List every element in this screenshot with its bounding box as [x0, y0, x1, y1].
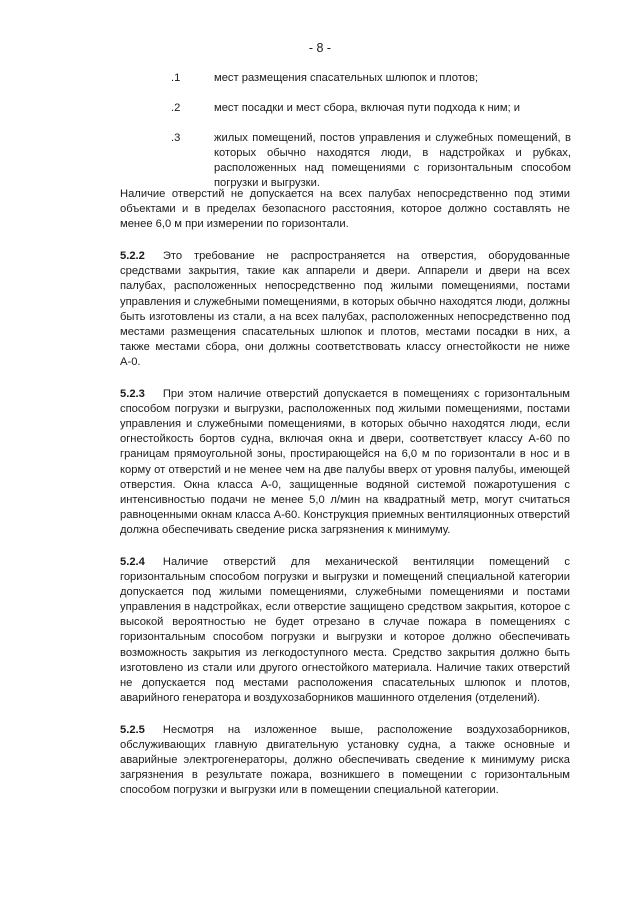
- section-number: 5.2.3: [120, 388, 145, 401]
- section-5-2-2: [120, 249, 570, 370]
- section-number: 5.2.2: [120, 250, 145, 263]
- list-item-text: мест посадки и мест сбора, включая пути подхода к ним; и: [214, 102, 521, 114]
- section-5-2-5: [120, 723, 570, 798]
- section-text: Несмотря на изложенное выше, расположение воздухозаборников, обслуживающих главную двигательную установку судна, а также основные и аварийные электрогенераторы, должно обеспечивать сведение к минимуму риска загрязнения в результате пожара, возникшего в помещении с горизонтальным способом погрузки и выгрузки или в помещении специальной категории.: [120, 723, 570, 797]
- document-body: [120, 187, 570, 815]
- list-item-number: .3: [171, 132, 181, 144]
- intro-paragraph: Наличие отверстий не допускается на всех палубах непосредственно под этими объектами и в пределах безопасного расстояния, которое должно составлять не менее 6,0 м при измерении по горизонтали.: [120, 188, 570, 231]
- list-item: [171, 71, 571, 86]
- section-5-2-3: [120, 387, 570, 538]
- location-list: [171, 71, 571, 206]
- page-number: - 8 -: [308, 41, 332, 55]
- section-number: 5.2.5: [120, 723, 145, 736]
- section-text: Наличие отверстий для механической вентиляции помещений с горизонтальным способом погрузки и выгрузки и помещений специальной категории допускается под жилыми помещениями, служебными помещениями и постами управления в надстройках, если отверстие защищено средством закрытия, которое с высокой вероятностью не будет отрезано в случае пожара в помещениях с горизонтальным способом погрузки и выгрузки и которое должно обеспечивать возможность закрытия из легкодоступного места. Средство закрытия должно быть изготовлено из стали или другого огнестойкого материала. Наличие таких отверстий не допускается под местами расположения спасательных шлюпок и плотов, аварийного генератора и воздухозаборников машинного отделения (отделений).: [120, 555, 570, 704]
- section-number: 5.2.4: [120, 555, 145, 568]
- section-text: Это требование не распространяется на отверстия, оборудованные средствами закрытия, такие как аппарели и двери. Аппарели и двери на всех палубах, расположенных непосредственно под жилыми помещениями, постами управления и служебными помещениями, в которых обычно находятся люди, должны быть изготовлены из стали, а на всех палубах, расположенных непосредственно под местами размещения спасательных шлюпок и плотов, местами посадки в них, а также местами сбора, они должны соответствовать классу огнестойкости не ниже А-0.: [120, 250, 570, 368]
- list-item: [171, 131, 571, 191]
- list-item: [171, 101, 571, 116]
- list-item-text: жилых помещений, постов управления и служебных помещений, в которых обычно находятся люди, в надстройках и рубках, расположенных над помещениями с горизонтальным способом погрузки и выгрузки.: [214, 132, 571, 189]
- list-item-number: .1: [171, 72, 181, 84]
- list-item-text: мест размещения спасательных шлюпок и плотов;: [214, 72, 479, 84]
- section-5-2-4: [120, 555, 570, 706]
- section-text: При этом наличие отверстий допускается в помещениях с горизонтальным способом погрузки и выгрузки, расположенных под жилыми помещениями, постами управления и служебными помещениями, в которых обычно находятся люди, если огнестойкость бортов судна, включая окна и двери, соответствует классу А-60 по границам прямоугольной зоны, простирающейся на 6,0 м по горизонтали в нос и в корму от отверстий и не менее чем на две палубы вверх от уровня палубы, имеющей отверстия. Окна класса А-0, защищенные водяной системой пожаротушения с интенсивностью подачи не менее 5,0 л/мин на квадратный метр, могут считаться равноценными окнам класса А-60. Конструкция приемных вентиляционных отверстий должна обеспечивать сведение риска загрязнения к минимуму.: [120, 388, 570, 536]
- list-item-number: .2: [171, 102, 181, 114]
